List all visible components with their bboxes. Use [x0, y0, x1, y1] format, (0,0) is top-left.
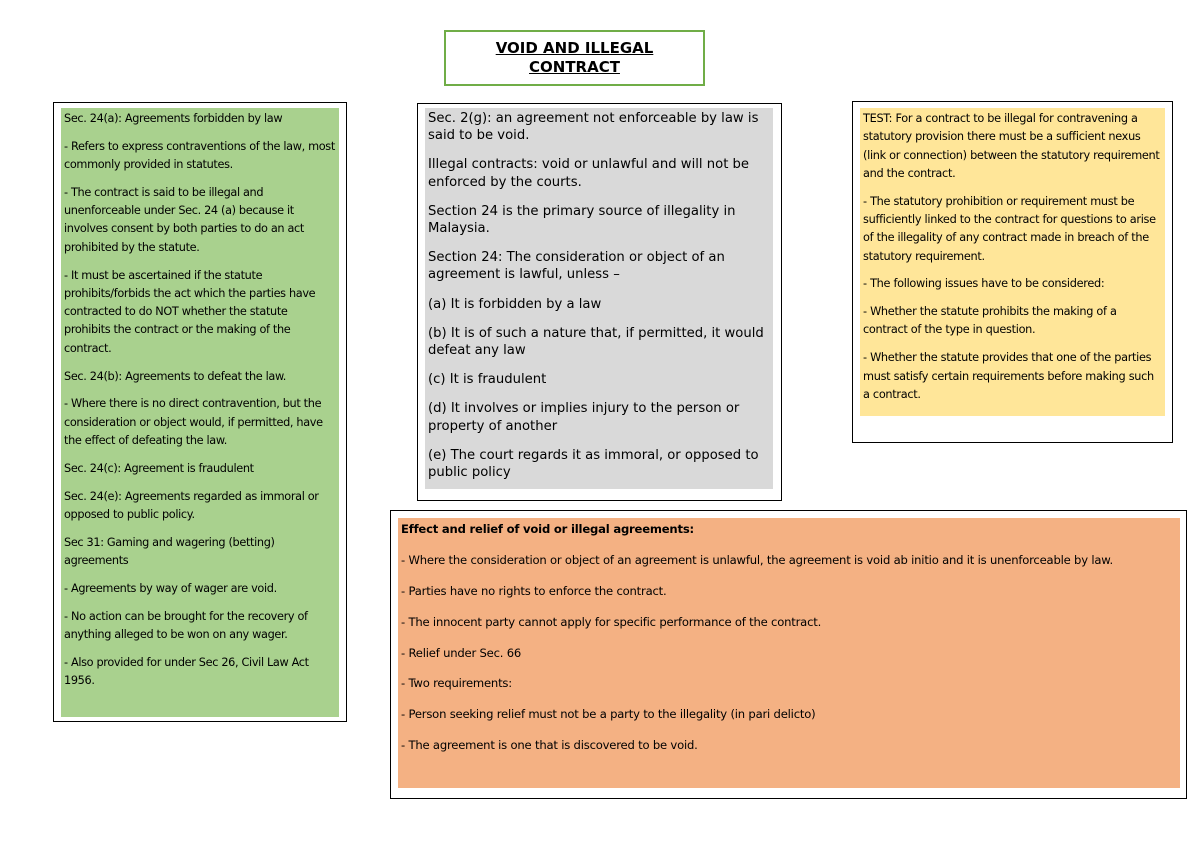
- definitions-box: [417, 103, 782, 501]
- left-paragraph: Sec. 24(e): Agreements regarded as immoral or opposed to public policy.: [64, 489, 319, 521]
- right-paragraph: - The statutory prohibition or requirement must be sufficiently linked to the contract for questions to arise of the illegality of any contract made in breach of the statutory requirement.: [863, 194, 1156, 263]
- bottom-paragraph: - Where the consideration or object of an agreement is unlawful, the agreement is void ab initio and it is unenforceable by law.: [401, 552, 1113, 567]
- left-paragraph: - The contract is said to be illegal and unenforceable under Sec. 24 (a) because it involves consent by both parties to do an act prohibited by the statute.: [64, 185, 304, 254]
- left-paragraph: - Agreements by way of wager are void.: [64, 581, 277, 595]
- middle-paragraph: (c) It is fraudulent: [428, 372, 547, 388]
- bottom-paragraph: - The agreement is one that is discovered to be void.: [401, 738, 698, 753]
- bottom-paragraph: - Person seeking relief must not be a party to the illegality (in pari delicto): [401, 707, 816, 722]
- definitions-panel: [425, 108, 773, 489]
- middle-paragraph: Section 24 is the primary source of illegality in Malaysia.: [428, 203, 736, 237]
- right-paragraph: - Whether the statute provides that one of the parties must satisfy certain requirements before making such a contract.: [863, 351, 1154, 401]
- statutory-test-panel: [860, 108, 1165, 416]
- sec24-grounds-panel: [61, 108, 339, 717]
- left-paragraph: - It must be ascertained if the statute prohibits/forbids the act which the parties have contracted to do NOT whether the statute prohibits the contract or the making of the contract.: [64, 268, 316, 355]
- left-paragraph: - No action can be brought for the recovery of anything alleged to be won on any wager.: [64, 609, 308, 641]
- middle-paragraph: (b) It is of such a nature that, if permitted, it would defeat any law: [428, 325, 764, 359]
- effect-relief-panel: [398, 518, 1180, 788]
- bottom-paragraph: - Relief under Sec. 66: [401, 645, 522, 660]
- left-paragraph: - Also provided for under Sec 26, Civil Law Act 1956.: [64, 655, 309, 687]
- middle-paragraph: Sec. 2(g): an agreement not enforceable by law is said to be void.: [428, 111, 759, 144]
- page-title: VOID AND ILLEGAL CONTRACT: [495, 39, 654, 76]
- bottom-paragraph: - The innocent party cannot apply for specific performance of the contract.: [401, 614, 822, 629]
- left-paragraph: - Where there is no direct contravention, but the consideration or object would, if permitted, have the effect of defeating the law.: [64, 397, 323, 447]
- middle-paragraph: (a) It is forbidden by a law: [428, 296, 602, 312]
- left-paragraph: - Refers to express contraventions of the law, most commonly provided in statutes.: [64, 139, 335, 172]
- left-paragraph: Sec. 24(c): Agreement is fraudulent: [64, 461, 254, 475]
- left-paragraph: Sec. 24(b): Agreements to defeat the law.: [64, 369, 287, 383]
- effect-relief-heading: Effect and relief of void or illegal agreements:: [401, 522, 694, 536]
- effect-relief-box: [390, 510, 1187, 799]
- statutory-test-box: [852, 101, 1173, 443]
- left-paragraph: Sec 31: Gaming and wagering (betting) agreements: [64, 535, 275, 567]
- middle-paragraph: (d) It involves or implies injury to the person or property of another: [428, 401, 740, 434]
- middle-paragraph: (e) The court regards it as immoral, or opposed to public policy: [428, 447, 759, 481]
- bottom-paragraph: - Parties have no rights to enforce the contract.: [401, 583, 667, 598]
- middle-paragraph: Illegal contracts: void or unlawful and will not be enforced by the courts.: [428, 157, 750, 190]
- sec24-grounds-box: [53, 102, 347, 722]
- title-box: [444, 30, 705, 86]
- right-paragraph: TEST: For a contract to be illegal for contravening a statutory provision there must be a sufficient nexus (link or connection) between the statutory requirement and the contract.: [863, 112, 1160, 180]
- right-paragraph: - Whether the statute prohibits the making of a contract of the type in question.: [863, 305, 1117, 337]
- middle-paragraph: Section 24: The consideration or object of an agreement is lawful, unless –: [428, 250, 725, 283]
- left-paragraph: Sec. 24(a): Agreements forbidden by law: [64, 112, 283, 125]
- right-paragraph: - The following issues have to be considered:: [863, 277, 1105, 291]
- bottom-paragraph: - Two requirements:: [401, 676, 512, 691]
